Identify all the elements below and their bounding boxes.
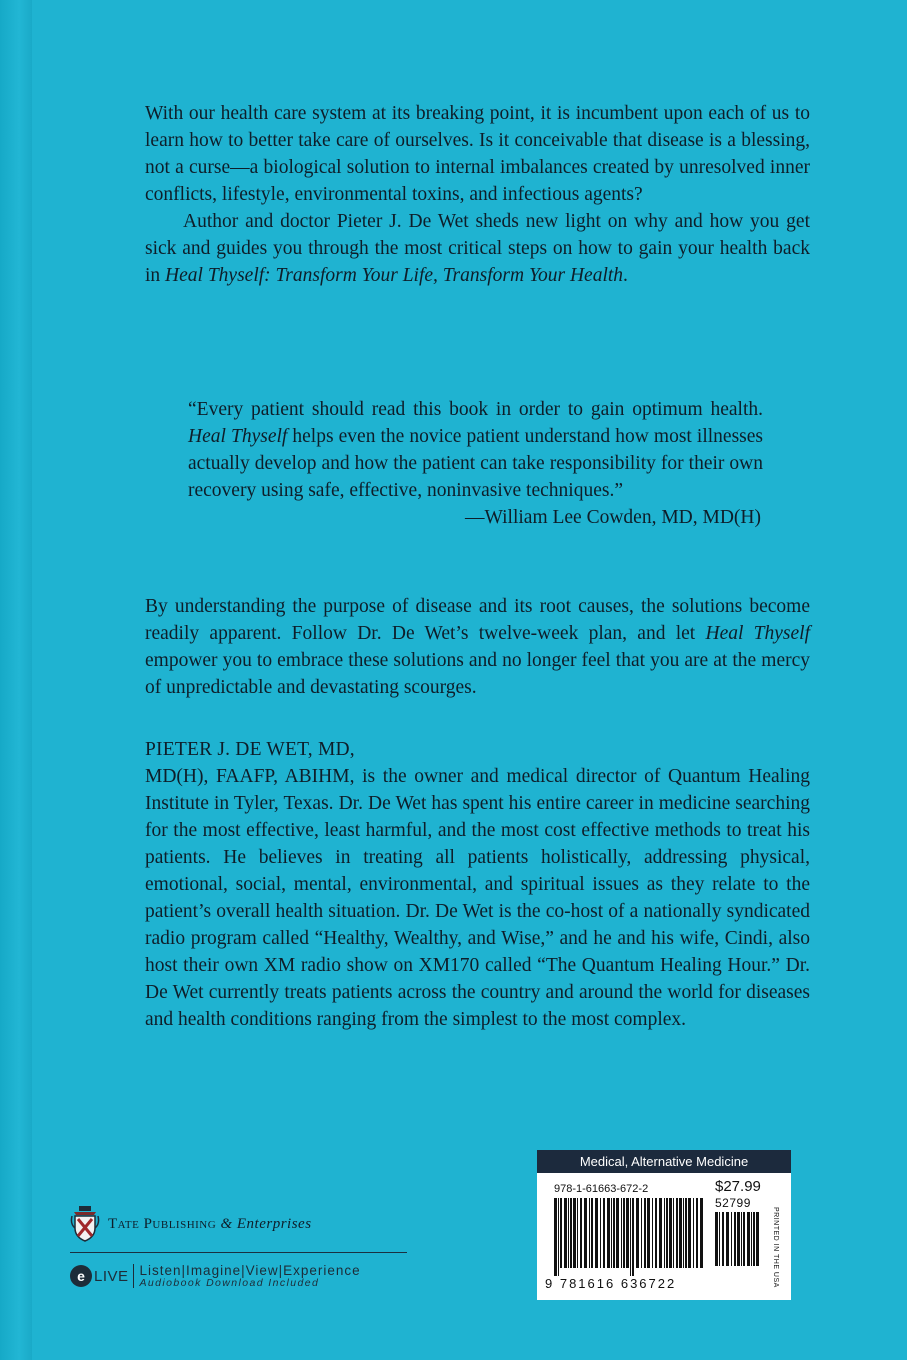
closing-start: By understanding the purpose of disease and its root causes, the solutions become readily apparent. Follow Dr. De Wet’s twelve-week plan, and let [145,596,810,644]
publisher-name-enterprises: & Enterprises [220,1215,312,1232]
price-code: 52799 [715,1196,751,1210]
publisher-divider [70,1252,407,1253]
author-name: PIETER J. DE WET, MD, [145,739,355,760]
isbn-text: 978-1-61663-672-2 [554,1183,649,1195]
author-bio [145,736,810,1033]
publisher-row [70,1206,410,1242]
closing-book-title: Heal Thyself [705,623,811,644]
category-label: Medical, Alternative Medicine [537,1150,791,1173]
book-title-full: Heal Thyself: Transform Your Life, Transform Your Health [165,265,624,286]
barcode-box [537,1150,791,1300]
elive-e-icon: e [70,1265,92,1287]
quote-rest: helps even the novice patient understand how most illnesses actually develop and how the patient can take responsibility for their own recovery using safe, effective, noninvasive techniques.” [188,426,763,501]
quote-attribution: —William Lee Cowden, MD, MD(H) [465,507,761,528]
isbn-barcode [554,1198,706,1276]
closing-section [145,593,810,701]
isbn-digits: 9 781616 636722 [545,1276,677,1291]
closing-paragraph [145,593,810,701]
elive-tagline: Listen|Imagine|View|Experience [139,1263,361,1278]
audiobook-note: Audiobook Download Included [139,1277,320,1289]
elive-divider [133,1264,134,1288]
intro-paragraph-2 [145,208,810,289]
elive-tagline-block [140,1263,361,1289]
price: $27.99 [715,1178,761,1195]
publisher-name [108,1216,312,1233]
quote-book-title: Heal Thyself [188,426,288,447]
intro-section [145,100,810,289]
publisher-crest-icon [70,1206,100,1242]
quote-text [188,396,763,504]
elive-live-text: LIVE [94,1267,129,1285]
quote-open: “Every patient should read this book in order to gain optimum health. [188,399,763,420]
book-spine-edge [0,0,32,1360]
elive-logo [70,1265,129,1287]
intro-paragraph-1: With our health care system at its breaking point, it is incumbent upon each of us to learn how to better take care of ourselves. Is it conceivable that disease is a blessing, not a curse—a biological solution to internal imbalances created by unresolved inner conflicts, lifestyle, environmental toxins, and infectious agents? [145,103,810,205]
elive-row [70,1263,410,1289]
publisher-block [70,1206,410,1289]
closing-end: empower you to embrace these solutions and no longer feel that you are at the mercy of unpredictable and devastating scourges. [145,650,810,698]
intro-p2-start: Author and doctor Pieter J. De Wet sheds new light on why and how you get sick and guides you through the most critical steps on how to gain your health back in [145,211,810,286]
author-bio-text: MD(H), FAAFP, ABIHM, is the owner and medical director of Quantum Healing Institute in Tyler, Texas. Dr. De Wet has spent his entire career in medicine searching for the most effective, least harmful, and the most cost effective methods to treat his patients. He believes in treating all patients holistically, addressing physical, emotional, social, mental, environmental, and spiritual issues as they relate to the patient’s overall health situation. Dr. De Wet is the co-host of a nationally syndicated radio program called “Healthy, Wealthy, and Wise,” and he and his wife, Cindi, also host their own XM radio show on XM170 called “The Quantum Healing Hour.” Dr. De Wet currently treats patients across the country and around the world for diseases and health conditions ranging from the simplest to the most complex. [145,766,810,1030]
publisher-name-main: Tate Publishing [108,1215,217,1232]
endorsement-quote [188,396,763,531]
intro-p2-end: . [623,265,628,286]
printed-in-usa: PRINTED IN THE USA [772,1207,779,1288]
price-barcode [715,1212,763,1274]
